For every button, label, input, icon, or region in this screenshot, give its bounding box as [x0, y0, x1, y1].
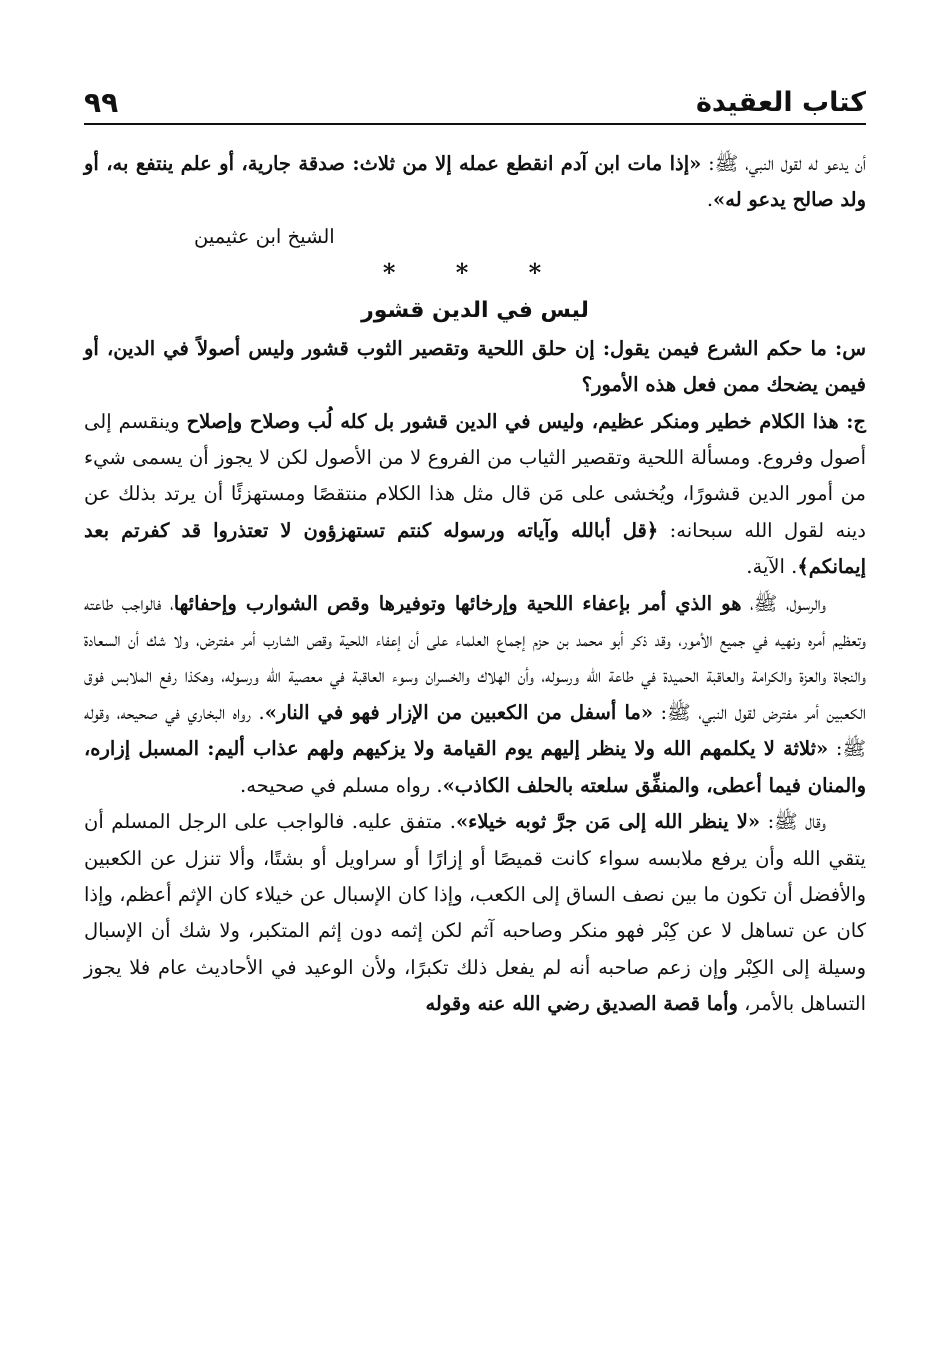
intro-end: .	[706, 188, 714, 212]
p3-start: وقال ﷺ:	[760, 810, 826, 834]
p2-end: . رواه مسلم في صحيحه.	[240, 773, 443, 797]
intro-text: أن يدعو له لقول النبي، ﷺ:	[701, 152, 866, 175]
question-paragraph	[84, 331, 866, 404]
answer-paragraph	[84, 404, 866, 586]
p2-text: ، فالواجب طاعته وتعظيم أمره ونهيه في جميع الأمور، وقد ذكر أبو محمد بن حزم إجماع العلماء على أن إعفاء اللحية وقص الشارب أمر مفترض، ولا شك أن السعادة والنجاة والعزة والكرامة والعاقبة الحميدة في طاعة الله ورسوله، وأن الهلاك والخسران وسوء العاقبة في معصية الله ورسوله، وهكذا رفع الملابس فوق الكعبين أمر مفترض لقول النبي، ﷺ:	[84, 591, 866, 724]
answer-prefix: ج:	[838, 409, 867, 433]
header-rule	[84, 123, 866, 125]
p3-text: . متفق عليه. فالواجب على الرجل المسلم أن يتقي الله وأن يرفع ملابسه سواء كانت قميصًا أو إزارًا أو سراويل أو بشتًا، وألا تنزل عن الكعبين والأفضل أن تكون ما بين نصف الساق إلى الكعب، وإذا كان الإسبال عن خيلاء كان الإثم أعظم، وإذا كان عن تساهل لا عن كِبْر فهو منكر وصاحبه آثم لكن إثمه دون إثم المتكبر، ولا شك أن الإسبال وسيلة إلى الكِبْر وإن زعم صاحبه أنه لم يفعل ذلك تكبرًا، ولأن الوعيد في الأحاديث عام فلا يجوز التساهل بالأمر،	[84, 810, 866, 1016]
question-prefix: س:	[826, 336, 866, 360]
question-text: ما حكم الشرع فيمن يقول: إن حلق اللحية وتقصير الثوب قشور وليس أصولاً في الدين، أو فيمن يضحك ممن فعل هذه الأمور؟	[84, 336, 866, 397]
intro-hadith: «إذا مات ابن آدم انقطع عمله إلا من ثلاث: صدقة جارية، أو علم ينتفع به، أو ولد صالح يدعو له»	[84, 152, 866, 212]
body-text	[84, 146, 866, 1023]
running-title: كتاب العقيدة	[695, 87, 866, 118]
p2-bold: هو الذي أمر بإعفاء اللحية وإرخائها وتوفيرها وقص الشوارب وإحفائها	[173, 591, 742, 615]
p2-mid: . رواه البخاري في صحيحه، وقوله ﷺ:	[84, 700, 866, 761]
p2-start: والرسول، ﷺ،	[741, 591, 826, 615]
quran-verse: ﴿قل أبالله وآياته ورسوله كنتم تستهزؤون لا تعتذروا قد كفرتم بعد إيمانكم﴾	[84, 518, 866, 579]
hadith-2: «ثلاثة لا يكلمهم الله ولا ينظر إليهم يوم القيامة ولا يزكيهم ولهم عذاب أليم: المسبل إزاره، والمنان فيما أعطى، والمنفِّق سلعته بالحلف الكاذب»	[84, 737, 866, 797]
intro-paragraph	[84, 146, 866, 219]
paragraph-2	[84, 586, 866, 804]
p3-bold-end: وأما قصة الصديق رضي الله عنه وقوله	[425, 992, 738, 1016]
section-separator: * * *	[382, 257, 568, 287]
section-title: ليس في الدين قشور	[361, 297, 589, 323]
answer-text: وينقسم إلى أصول وفروع. ومسألة اللحية وتقصير الثياب من الفروع لا من الأصول لكن لا يجوز أن يسمى شيء من أمور الدين قشورًا، ويُخشى على مَن قال مثل هذا الكلام منتقصًا ومستهزئًا أن يرتد بذلك عن دينه لقول الله سبحانه:	[84, 409, 866, 542]
hadith-1: «ما أسفل من الكعبين من الإزار فهو في النار»	[264, 700, 654, 724]
page-header	[84, 80, 866, 124]
hadith-3: «لا ينظر الله إلى مَن جرَّ ثوبه خيلاء»	[455, 810, 761, 834]
answer-bold: هذا الكلام خطير ومنكر عظيم، وليس في الدين قشور بل كله لُب وصلاح وإصلاح	[186, 409, 839, 433]
answer-end: . الآية.	[746, 555, 798, 579]
fatwa-signature: الشيخ ابن عثيمين	[194, 224, 335, 248]
page-number: ٩٩	[84, 86, 119, 119]
paragraph-3	[84, 804, 866, 1022]
